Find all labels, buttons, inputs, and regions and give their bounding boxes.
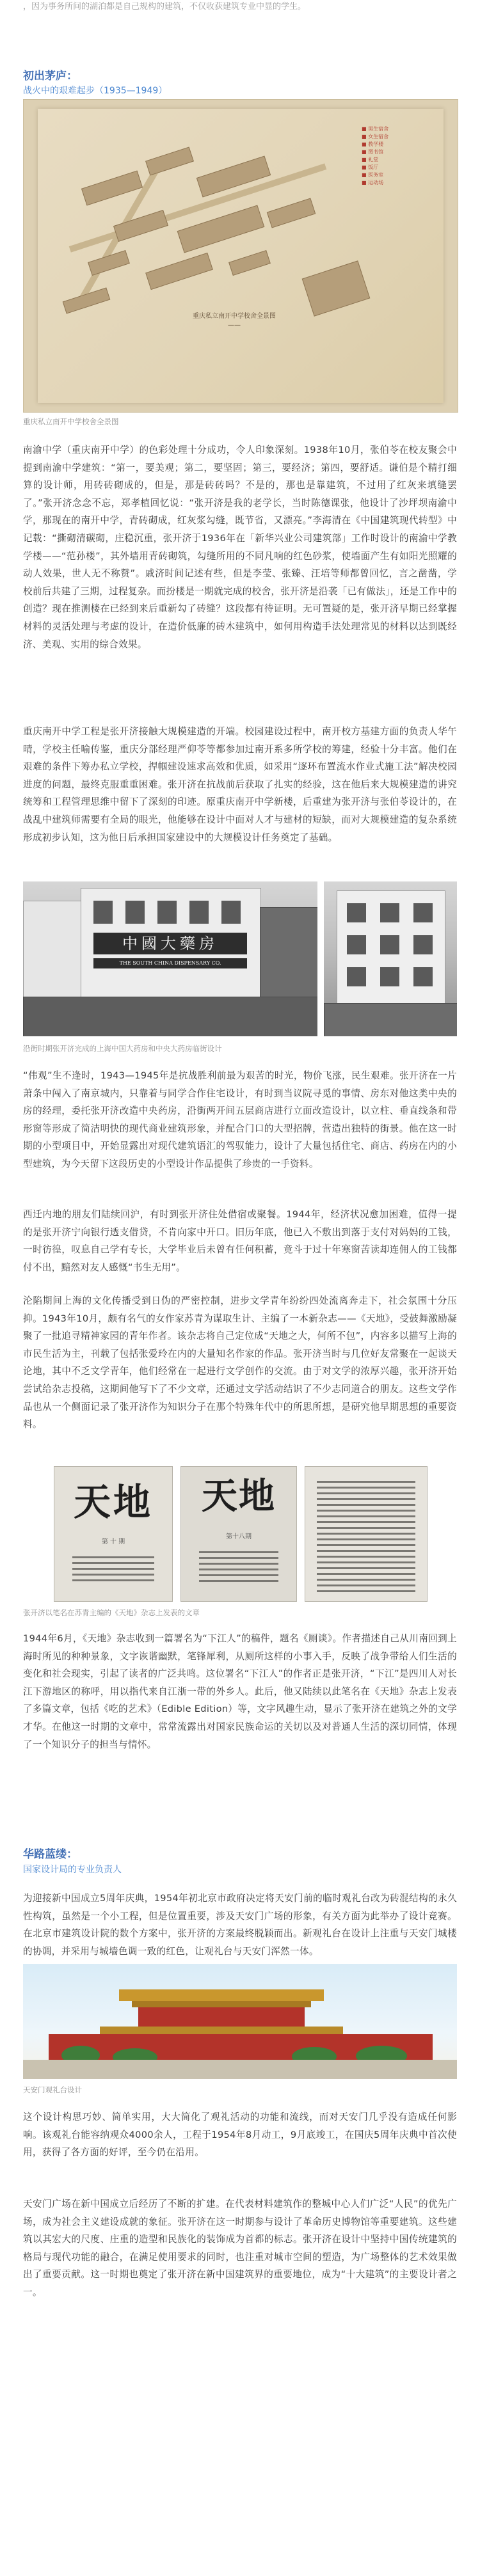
article-page-scan — [305, 1466, 428, 1602]
signboard-chinese: 中國大藥房 — [93, 933, 247, 954]
map-sheet — [38, 109, 444, 403]
section2-subtitle: 国家设计局的专业负责人 — [23, 1865, 122, 1875]
covers-caption: 张开济以笔名在苏青主编的《天地》杂志上发表的文章 — [23, 1608, 200, 1617]
tiananmen-caption: 天安门观礼台设计 — [23, 2085, 82, 2094]
paragraph-8: 这个设计构思巧妙、简单实用，大大简化了观礼活动的功能和流线，而对天安门几乎没有造成任何影响。该观礼台能容纳观众4000余人，工程于1954年8月动工，9月底竣工，在国庆5周年庆典中首次使用，获得了各方面的好评，至今仍在沿用。 — [23, 2112, 457, 2158]
campus-map-image — [23, 99, 458, 413]
top-text-fragment: ，因为事务所间的湖泊都是自己规构的建筑，不仅收获建筑专业中显的学生。 — [23, 2, 307, 12]
paragraph-6: 1944年6月，《天地》杂志收到一篇署名为“下江人”的稿件，题名《厕谈》。作者描述自己从川南回到上海时所见的种种景象，文字诙谐幽默，笔锋犀利，从厕所这样的小事入手，反映了战争带给人们生活的变化和社会现实，引起了读者的广泛共鸣。这位署名“下江人”的作者正是张开济，“下江”是四川人对长江下游地区的称呼，用以指代来自江浙一带的外乡人。此后，他又陆续以此笔名在《天地》杂志上发表了多篇文章，包括《吃的艺术》（Edible Edition）等，文字风趣生动，显示了张开济在建筑之外的文学才华。在他这一时期的文章中，常常流露出对国家民族命运的关切以及对普通人生活的深切同情，体现了一个知识分子的担当与情怀。 — [23, 1633, 457, 1750]
map-title: 重庆私立南开中学校舍全景图 —— — [193, 313, 276, 329]
paragraph-3: “伟观”生不逢时，1943—1945年是抗战胜利前最为艰苦的时光，物价飞涨，民生艰难。张开济在一片萧条中闯入了南京城内，只靠着与同学合作住宅设计，有时到当议院寻觅的事情、房东对他这类中央的房的经理，委托张开济改造中央药房，沿街两开间五层商店进行立面改造设计，以立柱、垂直线条和带形窗等形成了简洁明快的现代商业建筑形象，并配合门口的大型招牌，营造出独特的街景。他在这一时期的小型项目中，开始显露出对现代建筑语汇的驾驭能力，设计了大量包括住宅、商店、药房在内的小型建筑，为今天留下这段历史的小型设计作品提供了珍贵的一手资料。 — [23, 1070, 457, 1169]
paragraph-9: 天安门广场在新中国成立后经历了不断的扩建。在代表材料建筑作的整城中心人们广泛“人民”的优先广场，成为社会主义建设成就的象征。张开济在这一时期参与设计了革命历史博物馆等重要建筑。这些建筑以其宏大的尺度、庄重的造型和民族化的装饰成为首都的标志。张开济在设计中坚持中国传统建筑的格局与现代功能的融合，在满足使用要求的同时，也注重对城市空间的塑造，为广场整体的艺术效果做出了重要贡献。这一时期也奠定了张开济在新中国建筑界的重要地位，成为“十大建筑”的主要设计者之一。 — [23, 2199, 457, 2298]
section1-title: 初出茅庐： — [23, 70, 77, 83]
street-caption: 沿街时期张开济完成的上海中国大药房和中央大药房临街设计 — [23, 1044, 222, 1053]
paragraph-5: 沦陷期间上海的文化传播受到日伪的严密控制，进步文学青年纷纷四处流离奔走下，社会氛围十分压抑。1943年10月，颇有名气的女作家苏青为谋取生计、主编了一本新杂志——《天地》，受鼓舞激励凝聚了一批追寻精神家园的青年作者。该杂志将自己定位成“天地之大，何所不包”，内容多以描写上海的市民生活为主，刊载了包括张爱玲在内的大量知名作家的作品。张开济当时与几位好友常聚在一起谈天论地，其中不乏文学青年，他们经常在一起进行文学创作的交流。由于对文学的浓厚兴趣，张开济开始尝试给杂志投稿，这期间他写下了不少文章，还通过文学活动结识了不少志同道合的朋友。这些文学作品也从一个侧面记录了张开济作为知识分子在那个特殊年代中的所思所想，是研究他早期思想的重要资料。 — [23, 1295, 457, 1430]
section1-subtitle: 战火中的艰难起步（1935—1949） — [23, 86, 168, 96]
map-caption: 重庆私立南开中学校舍全景图 — [23, 417, 119, 426]
tiandi-cover-1: 天地 第 十 期 — [54, 1466, 173, 1602]
tiananmen-painting — [23, 1964, 457, 2079]
paragraph-7: 为迎接新中国成立5周年庆典，1954年初北京市政府决定将天安门前的临时观礼台改为砖混结构的永久性构筑，虽然是一个小工程，但是位置重要，涉及天安门广场的形象，有关方面为此举办了设计竞赛。在北京市建筑设计院的数个方案中，张开济的方案最终脱颖而出。新观礼台在设计上注重与天安门城楼的协调，并采用与城墙色调一致的红色，让观礼台与天安门浑然一体。 — [23, 1893, 457, 1957]
paragraph-1: 南渝中学（重庆南开中学）的色彩处理十分成功，令人印象深刻。1938年10月，张伯苓在校友聚会中提到南渝中学建筑：“第一，要美观；第二，要坚固；第三，要经济；第四，要舒适。谦伯是个精打细算的设计师，用砖砖砌成的，但是，那是砖砖吗？不是的，那也是靠建筑，不过用了红灰来填缝罢了。”张开济念念不忘，郑孝植回忆说：“张开济是我的老学长，当时陈德课张，他设计了沙坪坝南渝中学，那现在的南开中学，青砖砌成，红灰浆勾缝，既节省，又漂亮。”李海清在《中国建筑现代转型》中记载：“撕砌清碳砌，庄稳沉重，张开济于1936年在「新华兴业公司建筑部」工作时设计的南渝中学教学楼——“范孙楼”，其外墙用青砖砌筑，勾缝所用的不同凡响的红色砂浆，使墙面产生有如阳光照耀的动人效果，世人无不称赞”。戚济时间记述有些，但是李莹、张臻、汪培等师都曾回忆，言之凿凿，学校前后共建了三期，过程复杂。而扮楼是一期就完成的校舍，张开济是沿袭「已有做法」，还是工作中的创造？现在推测楼在已经到来后重新勾了砖缝？这段都有待证明。无可置疑的是，张开济早期已经掌握材料的灵活处理与考虑的设计，在造价低廉的砖木建筑中，如何用构造手法处理常见的材料以达到既经济、美观、实用的综合效果。 — [23, 445, 457, 650]
section2-title: 华路蓝缕： — [23, 1848, 77, 1861]
central-pharmacy-photo — [324, 881, 457, 1036]
signboard-english: THE SOUTH CHINA DISPENSARY CO. — [93, 958, 247, 968]
tiandi-cover-2: 天地 第十八期 — [180, 1466, 297, 1602]
paragraph-2: 重庆南开中学工程是张开济接触大规模建造的开端。校园建设过程中，南开校方基建方面的负责人华午晴，学校主任喻传鉴，重庆分部经理严仰苓等都参加过南开系多所学校的筹建，经验十分丰富。他们在艰难的条件下筹办私立学校，捍帼建设速求高效和优质，如采用“逐环布置流水作业式施工法”解决校园进度的问题，最终克服重重困难。张开济在抗战前后获取了扎实的经验，这在他后来大规模建造的讲究统筹和工程管理思维中留下了深刻的印迹。原重庆南开中学新楼，后重建为张开济与张伯苓设计的，在战乱中建筑师需要有全局的眼光，他能够在设计中面对人才与建材的短缺，而对大规模建造的复杂系统形成初步认知，这为他日后承担国家建设中的大规模设计任务奠定了基础。 — [23, 726, 457, 843]
dispensary-photo — [23, 881, 317, 1036]
map-legend: ■ 男生宿舍 ■ 女生宿舍 ■ 教学楼 ■ 图书馆 ■ 礼堂 ■ 饭厅 ■ 医务室 ■ 运动场 — [362, 126, 389, 186]
paragraph-4: 西迁内地的朋友们陆续回沪，有时到张开济住处借宿或聚餐。1944年，经济状况愈加困难，值得一提的是张开济宁向银行透支借贷，不肯向家中开口。旧历年底，他已入不敷出到落于支付对妈妈的工钱，一时彷徨，叹息自己学有专长，大学毕业后未曾有任何积蓄，竟斗于过十年寒窗苦读却连佣人的工钱都付不出，黯然对友人感慨“书生无用”。 — [23, 1209, 457, 1273]
